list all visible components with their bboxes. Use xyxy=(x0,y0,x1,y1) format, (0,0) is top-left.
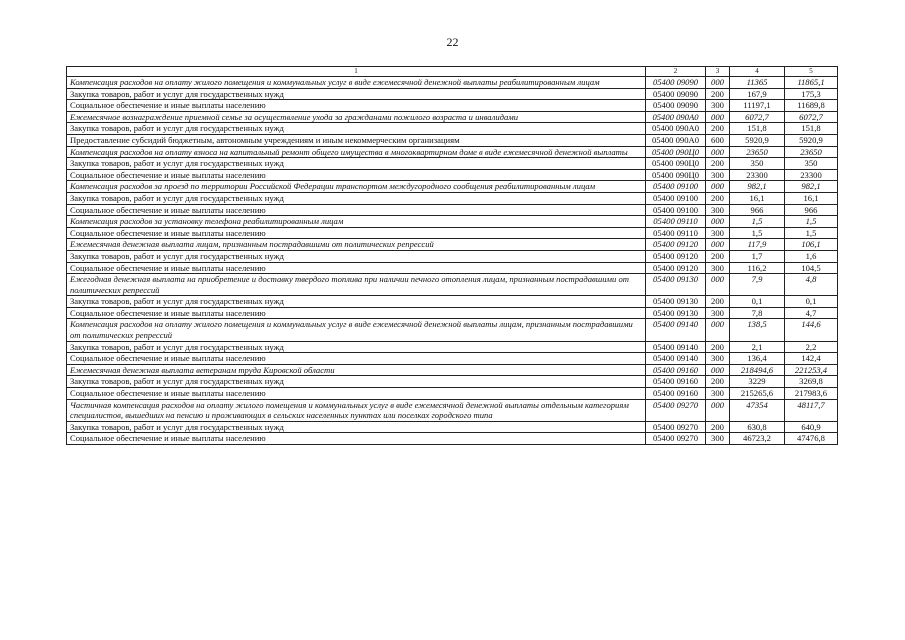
row-expense-type: 200 xyxy=(706,192,730,204)
row-expense-type: 300 xyxy=(706,100,730,112)
row-name: Закупка товаров, работ и услуг для государственных нужд xyxy=(67,88,646,100)
table-row xyxy=(67,134,838,146)
table-row xyxy=(67,296,838,308)
row-expense-type: 200 xyxy=(706,341,730,353)
row-code: 05400 09140 xyxy=(646,319,706,341)
row-code: 05400 09120 xyxy=(646,262,706,274)
row-name: Социальное обеспечение и иные выплаты населению xyxy=(67,100,646,112)
page-number: 22 xyxy=(446,35,459,49)
row-expense-type: 000 xyxy=(706,399,730,421)
row-expense-type: 300 xyxy=(706,262,730,274)
table-row xyxy=(67,111,838,123)
row-value-1: 117,9 xyxy=(730,239,785,251)
row-value-2: 144,6 xyxy=(785,319,838,341)
row-value-1: 218494,6 xyxy=(730,364,785,376)
row-expense-type: 000 xyxy=(706,364,730,376)
row-expense-type: 000 xyxy=(706,77,730,89)
header-col-2: 2 xyxy=(646,67,706,77)
row-expense-type: 300 xyxy=(706,169,730,181)
row-name: Социальное обеспечение и иные выплаты населению xyxy=(67,227,646,239)
row-value-2: 0,1 xyxy=(785,296,838,308)
row-value-2: 2,2 xyxy=(785,341,838,353)
row-code: 05400 09090 xyxy=(646,100,706,112)
row-value-1: 6072,7 xyxy=(730,111,785,123)
row-expense-type: 200 xyxy=(706,296,730,308)
row-value-2: 640,9 xyxy=(785,421,838,433)
row-name: Социальное обеспечение и иные выплаты населению xyxy=(67,307,646,319)
row-value-2: 350 xyxy=(785,158,838,170)
row-code: 05400 09130 xyxy=(646,307,706,319)
row-value-1: 47354 xyxy=(730,399,785,421)
header-col-4: 4 xyxy=(730,67,785,77)
row-expense-type: 300 xyxy=(706,388,730,400)
row-code: 05400 090А0 xyxy=(646,134,706,146)
row-code: 05400 09110 xyxy=(646,216,706,228)
row-value-2: 23300 xyxy=(785,169,838,181)
row-value-1: 2,1 xyxy=(730,341,785,353)
table-row xyxy=(67,158,838,170)
row-value-1: 982,1 xyxy=(730,181,785,193)
row-expense-type: 000 xyxy=(706,319,730,341)
row-name: Компенсация расходов на оплату взноса на капитальный ремонт общего имущества в многоквартирном доме в виде ежемесячной денежной выплаты xyxy=(67,146,646,158)
row-code: 05400 09160 xyxy=(646,388,706,400)
row-value-2: 4,7 xyxy=(785,307,838,319)
row-value-2: 217983,6 xyxy=(785,388,838,400)
table-row xyxy=(67,192,838,204)
row-value-2: 5920,9 xyxy=(785,134,838,146)
row-expense-type: 000 xyxy=(706,146,730,158)
budget-table xyxy=(66,66,838,445)
table-row xyxy=(67,88,838,100)
row-value-2: 982,1 xyxy=(785,181,838,193)
row-code: 05400 09140 xyxy=(646,353,706,365)
row-code: 05400 090Ц0 xyxy=(646,146,706,158)
row-value-1: 116,2 xyxy=(730,262,785,274)
row-expense-type: 200 xyxy=(706,123,730,135)
row-value-2: 47476,8 xyxy=(785,433,838,445)
table-row xyxy=(67,262,838,274)
table-row xyxy=(67,388,838,400)
header-col-5: 5 xyxy=(785,67,838,77)
row-name: Закупка товаров, работ и услуг для государственных нужд xyxy=(67,123,646,135)
table-row xyxy=(67,319,838,341)
table-row xyxy=(67,227,838,239)
table-row xyxy=(67,169,838,181)
table-row xyxy=(67,376,838,388)
row-expense-type: 200 xyxy=(706,250,730,262)
row-value-1: 1,7 xyxy=(730,250,785,262)
table-row xyxy=(67,364,838,376)
row-name: Ежемесячная денежная выплата лицам, признанным пострадавшими от политических репрессий xyxy=(67,239,646,251)
row-value-2: 175,3 xyxy=(785,88,838,100)
row-name: Социальное обеспечение и иные выплаты населению xyxy=(67,204,646,216)
row-expense-type: 600 xyxy=(706,134,730,146)
row-expense-type: 000 xyxy=(706,239,730,251)
row-expense-type: 300 xyxy=(706,307,730,319)
table-row xyxy=(67,181,838,193)
row-value-2: 1,5 xyxy=(785,216,838,228)
row-name: Социальное обеспечение и иные выплаты населению xyxy=(67,353,646,365)
row-name: Предоставление субсидий бюджетным, автономным учреждениям и иным некоммерческим организациям xyxy=(67,134,646,146)
row-value-1: 151,8 xyxy=(730,123,785,135)
table-row xyxy=(67,433,838,445)
row-value-1: 11365 xyxy=(730,77,785,89)
row-name: Закупка товаров, работ и услуг для государственных нужд xyxy=(67,158,646,170)
row-value-2: 11865,1 xyxy=(785,77,838,89)
row-value-1: 46723,2 xyxy=(730,433,785,445)
row-name: Закупка товаров, работ и услуг для государственных нужд xyxy=(67,296,646,308)
table-row xyxy=(67,204,838,216)
table-row xyxy=(67,250,838,262)
row-value-1: 215265,6 xyxy=(730,388,785,400)
row-value-1: 16,1 xyxy=(730,192,785,204)
row-value-1: 23650 xyxy=(730,146,785,158)
header-col-1: 1 xyxy=(67,67,646,77)
row-name: Ежемесячная денежная выплата ветеранам труда Кировской области xyxy=(67,364,646,376)
row-expense-type: 300 xyxy=(706,353,730,365)
row-code: 05400 090Ц0 xyxy=(646,158,706,170)
row-expense-type: 200 xyxy=(706,88,730,100)
table-row xyxy=(67,100,838,112)
row-value-2: 6072,7 xyxy=(785,111,838,123)
row-code: 05400 09100 xyxy=(646,181,706,193)
row-value-2: 221253,4 xyxy=(785,364,838,376)
row-code: 05400 09270 xyxy=(646,421,706,433)
row-code: 05400 090А0 xyxy=(646,123,706,135)
row-value-1: 0,1 xyxy=(730,296,785,308)
row-name: Закупка товаров, работ и услуг для государственных нужд xyxy=(67,192,646,204)
row-code: 05400 09270 xyxy=(646,399,706,421)
table-row xyxy=(67,146,838,158)
row-code: 05400 090Ц0 xyxy=(646,169,706,181)
row-expense-type: 300 xyxy=(706,204,730,216)
row-value-2: 966 xyxy=(785,204,838,216)
row-code: 05400 09100 xyxy=(646,204,706,216)
row-expense-type: 200 xyxy=(706,158,730,170)
row-value-2: 104,5 xyxy=(785,262,838,274)
row-value-1: 23300 xyxy=(730,169,785,181)
row-code: 05400 09110 xyxy=(646,227,706,239)
table-row xyxy=(67,274,838,296)
header-col-3: 3 xyxy=(706,67,730,77)
row-code: 05400 090А0 xyxy=(646,111,706,123)
row-value-1: 5920,9 xyxy=(730,134,785,146)
table-row xyxy=(67,77,838,89)
row-name: Социальное обеспечение и иные выплаты населению xyxy=(67,262,646,274)
table-header-row xyxy=(67,67,838,77)
row-code: 05400 09130 xyxy=(646,296,706,308)
row-code: 05400 09270 xyxy=(646,433,706,445)
row-value-1: 7,8 xyxy=(730,307,785,319)
row-expense-type: 000 xyxy=(706,111,730,123)
row-value-2: 151,8 xyxy=(785,123,838,135)
row-value-1: 350 xyxy=(730,158,785,170)
row-value-2: 48117,7 xyxy=(785,399,838,421)
row-value-2: 11689,8 xyxy=(785,100,838,112)
row-name: Ежемесячное вознаграждение приемной семье за осуществление ухода за гражданами пожилого возраста и инвалидами xyxy=(67,111,646,123)
row-name: Закупка товаров, работ и услуг для государственных нужд xyxy=(67,250,646,262)
row-value-1: 11197,1 xyxy=(730,100,785,112)
row-name: Социальное обеспечение и иные выплаты населению xyxy=(67,169,646,181)
row-value-1: 1,5 xyxy=(730,216,785,228)
row-value-1: 138,5 xyxy=(730,319,785,341)
row-name: Социальное обеспечение и иные выплаты населению xyxy=(67,388,646,400)
row-code: 05400 09130 xyxy=(646,274,706,296)
table-row xyxy=(67,239,838,251)
row-name: Социальное обеспечение и иные выплаты населению xyxy=(67,433,646,445)
row-code: 05400 09160 xyxy=(646,364,706,376)
row-value-2: 3269,8 xyxy=(785,376,838,388)
row-code: 05400 09160 xyxy=(646,376,706,388)
row-name: Частичная компенсация расходов на оплату жилого помещения и коммунальных услуг в виде ежемесячной денежной выплаты отдельным категориям специалистов, вышедших на пенсию и проживающих в сельских населенных пунктах или поселках городского типа xyxy=(67,399,646,421)
row-value-1: 1,5 xyxy=(730,227,785,239)
row-value-2: 23650 xyxy=(785,146,838,158)
row-code: 05400 09100 xyxy=(646,192,706,204)
row-name: Компенсация расходов на оплату жилого помещения и коммунальных услуг в виде ежемесячной денежной выплаты реабилитированным лицам xyxy=(67,77,646,89)
table-row xyxy=(67,399,838,421)
row-value-2: 106,1 xyxy=(785,239,838,251)
row-name: Компенсация расходов за проезд по территории Российской Федерации транспортом междугородного сообщения реабилитированным лицам xyxy=(67,181,646,193)
row-code: 05400 09090 xyxy=(646,77,706,89)
row-code: 05400 09140 xyxy=(646,341,706,353)
row-expense-type: 200 xyxy=(706,376,730,388)
row-expense-type: 000 xyxy=(706,181,730,193)
row-code: 05400 09120 xyxy=(646,239,706,251)
table-row xyxy=(67,123,838,135)
row-value-1: 3229 xyxy=(730,376,785,388)
row-name: Закупка товаров, работ и услуг для государственных нужд xyxy=(67,341,646,353)
row-value-1: 7,9 xyxy=(730,274,785,296)
row-name: Закупка товаров, работ и услуг для государственных нужд xyxy=(67,421,646,433)
row-value-2: 1,5 xyxy=(785,227,838,239)
table-row xyxy=(67,421,838,433)
row-value-2: 1,6 xyxy=(785,250,838,262)
row-value-1: 167,9 xyxy=(730,88,785,100)
row-name: Закупка товаров, работ и услуг для государственных нужд xyxy=(67,376,646,388)
row-expense-type: 200 xyxy=(706,421,730,433)
table-row xyxy=(67,353,838,365)
row-value-2: 16,1 xyxy=(785,192,838,204)
row-value-2: 4,8 xyxy=(785,274,838,296)
row-value-2: 142,4 xyxy=(785,353,838,365)
row-expense-type: 300 xyxy=(706,433,730,445)
row-expense-type: 300 xyxy=(706,227,730,239)
row-expense-type: 000 xyxy=(706,274,730,296)
row-name: Компенсация расходов на оплату жилого помещения и коммунальных услуг в виде ежемесячной денежной выплаты лицам, признанным пострадавшими от политических репрессий xyxy=(67,319,646,341)
row-code: 05400 09090 xyxy=(646,88,706,100)
table-row xyxy=(67,216,838,228)
row-name: Компенсация расходов за установку телефона реабилитированным лицам xyxy=(67,216,646,228)
row-code: 05400 09120 xyxy=(646,250,706,262)
row-value-1: 136,4 xyxy=(730,353,785,365)
row-expense-type: 000 xyxy=(706,216,730,228)
row-value-1: 966 xyxy=(730,204,785,216)
row-value-1: 630,8 xyxy=(730,421,785,433)
table-row xyxy=(67,341,838,353)
table-row xyxy=(67,307,838,319)
row-name: Ежегодная денежная выплата на приобретение и доставку твердого топлива при наличии печного отопления лицам, признанным пострадавшими от политических репрессий xyxy=(67,274,646,296)
